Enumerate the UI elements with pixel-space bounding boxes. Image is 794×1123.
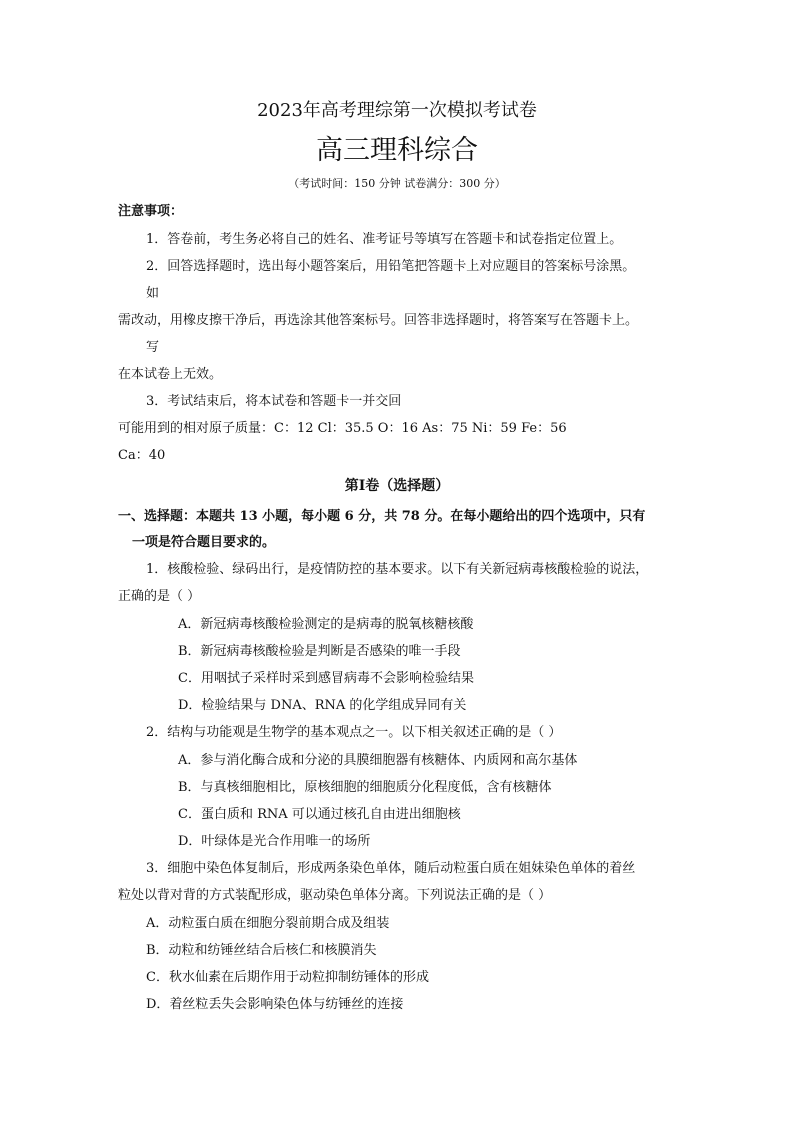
section-instruction-line-2: 一项是符合题目要求的。 bbox=[132, 535, 276, 550]
question-stem: 1．核酸检验、绿码出行，是疫情防控的基本要求。以下有关新冠病毒核酸检验的说法， bbox=[146, 562, 649, 577]
notice-heading: 注意事项： bbox=[118, 204, 184, 219]
option-c: C．用咽拭子采样时采到感冒病毒不会影响检验结果 bbox=[178, 671, 474, 686]
notice-item-2-line-2: 如 bbox=[146, 286, 160, 301]
section-instruction-line-1: 一、选择题：本题共 13 小题，每小题 6 分，共 78 分。在每小题给出的四个选项中，只有 bbox=[118, 509, 646, 524]
atomic-masses-continued: Ca：40 bbox=[118, 448, 166, 463]
subject-title: 高三理科综合 bbox=[316, 135, 478, 166]
section-title: 第Ⅰ卷（选择题） bbox=[344, 478, 450, 494]
option-b: B．与真核细胞相比，原核细胞的细胞质分化程度低，含有核糖体 bbox=[178, 780, 552, 795]
notice-item-2-line-4: 写 bbox=[146, 340, 160, 355]
question-stem: 正确的是（ ） bbox=[118, 589, 201, 604]
question-stem: 2．结构与功能观是生物学的基本观点之一。以下相关叙述正确的是（ ） bbox=[146, 725, 562, 740]
question-stem: 粒处以背对背的方式装配形成，驱动染色单体分离。下列说法正确的是（ ） bbox=[118, 888, 552, 903]
notice-item-3: 3．考试结束后，将本试卷和答题卡一并交回 bbox=[146, 394, 402, 409]
option-a: A．新冠病毒核酸检验测定的是病毒的脱氧核糖核酸 bbox=[178, 617, 474, 632]
notice-item-2-line-1: 2．回答选择题时，选出每小题答案后，用铅笔把答题卡上对应题目的答案标号涂黑。 bbox=[146, 259, 636, 274]
option-a: A．参与消化酶合成和分泌的具膜细胞器有核糖体、内质网和高尔基体 bbox=[178, 753, 578, 768]
option-b: B．新冠病毒核酸检验是判断是否感染的唯一手段 bbox=[178, 644, 461, 659]
notice-item-1: 1．答卷前，考生务必将自己的姓名、准考证号等填写在答题卡和试卷指定位置上。 bbox=[146, 232, 623, 247]
option-c: C．秋水仙素在后期作用于动粒抑制纺锤体的形成 bbox=[146, 970, 429, 985]
option-d: D．叶绿体是光合作用唯一的场所 bbox=[178, 834, 371, 849]
notice-item-2-line-3: 需改动，用橡皮擦干净后，再选涂其他答案标号。回答非选择题时，将答案写在答题卡上。 bbox=[118, 313, 639, 328]
notice-item-2-line-5: 在本试卷上无效。 bbox=[118, 367, 223, 382]
option-d: D．着丝粒丢失会影响染色体与纺锤丝的连接 bbox=[146, 997, 404, 1012]
exam-info: （考试时间：150 分钟 试卷满分：300 分） bbox=[288, 177, 506, 190]
atomic-masses: 可能用到的相对原子质量：C：12 Cl：35.5 O：16 As：75 Ni：59 Fe：56 bbox=[118, 421, 567, 436]
option-b: B．动粒和纺锤丝结合后核仁和核膜消失 bbox=[146, 943, 377, 958]
exam-title: 2023年高考理综第一次模拟考试卷 bbox=[257, 100, 537, 121]
option-c: C．蛋白质和 RNA 可以通过核孔自由进出细胞核 bbox=[178, 807, 461, 822]
question-stem: 3．细胞中染色体复制后，形成两条染色单体，随后动粒蛋白质在姐妹染色单体的着丝 bbox=[146, 861, 636, 876]
option-d: D．检验结果与 DNA、RNA 的化学组成异同有关 bbox=[178, 698, 467, 713]
option-a: A．动粒蛋白质在细胞分裂前期合成及组装 bbox=[146, 916, 390, 931]
